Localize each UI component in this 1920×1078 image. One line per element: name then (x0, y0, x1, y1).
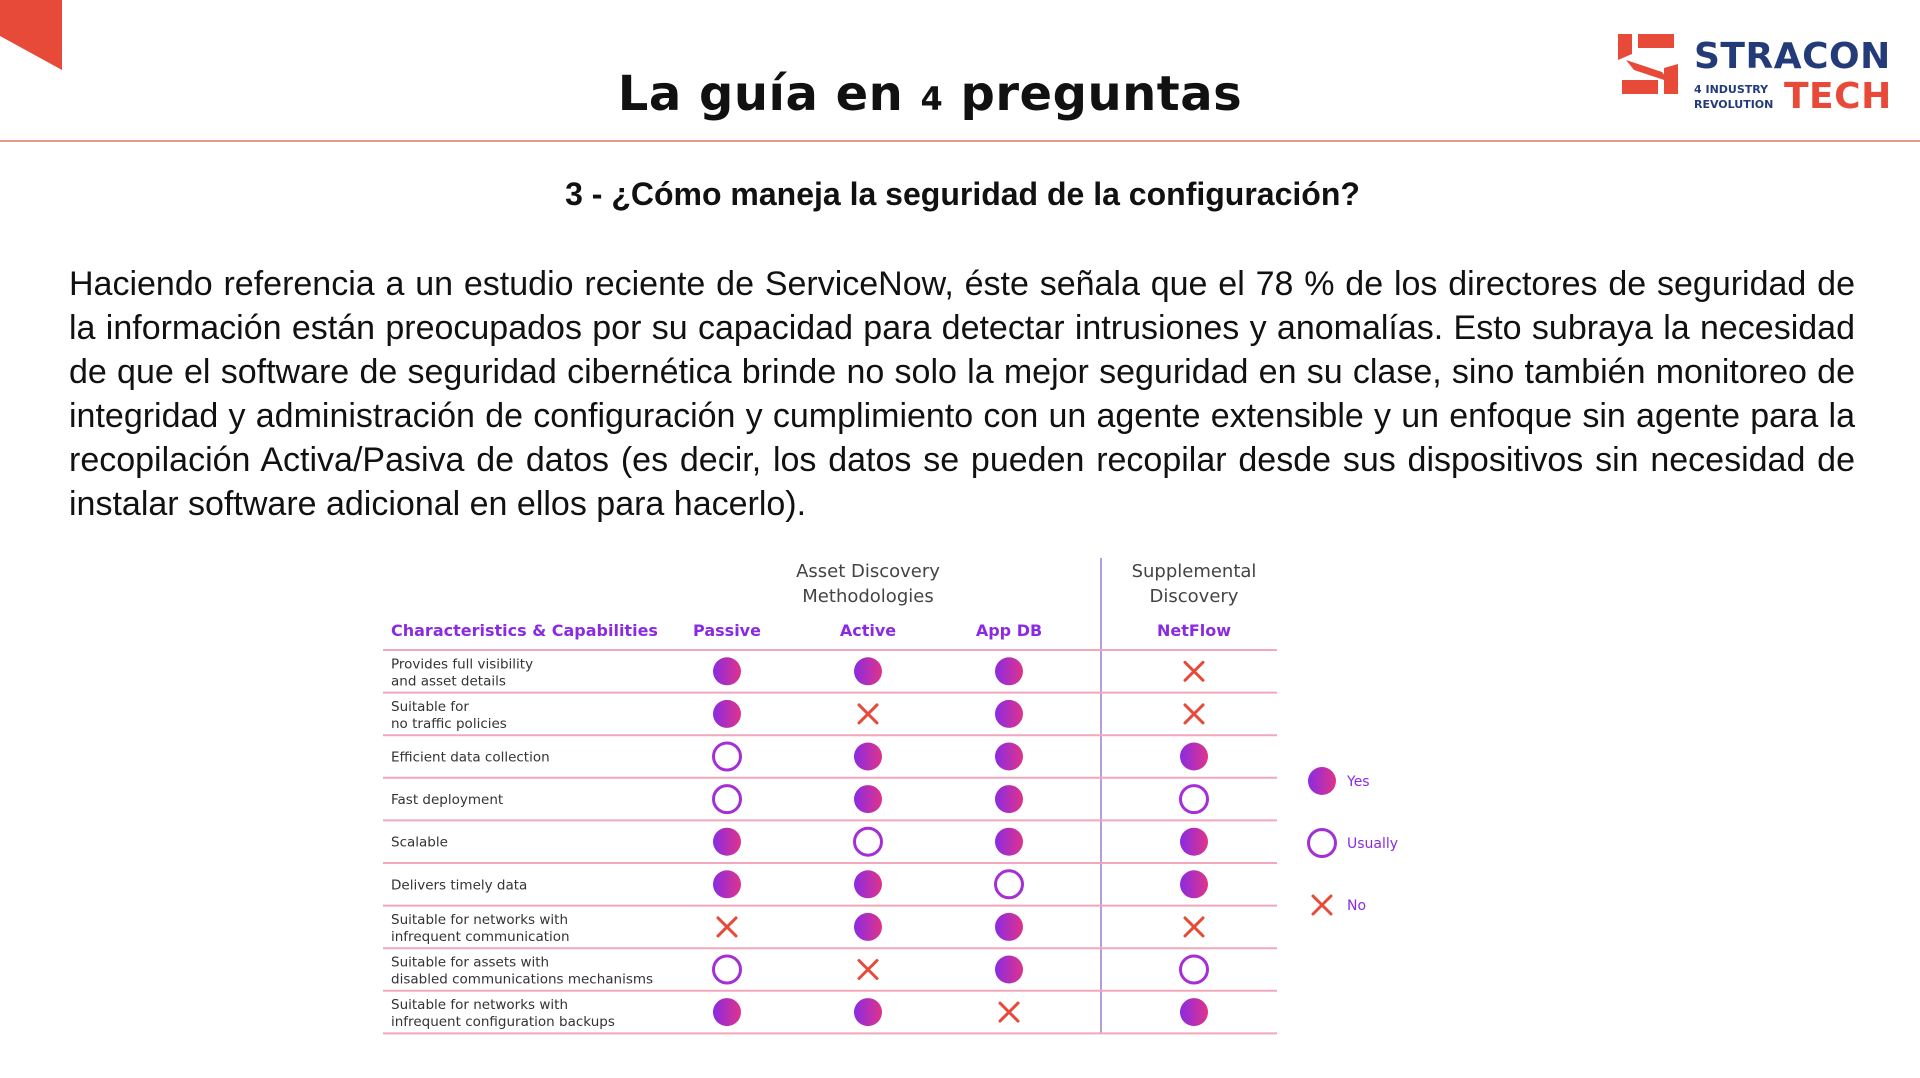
legend-label-yes: Yes (1347, 774, 1370, 790)
column-header-app-db: App DB (975, 621, 1043, 640)
no-cross-icon (1185, 662, 1203, 680)
logo-line-1: STRACON (1694, 36, 1891, 77)
usually-ring-icon (996, 871, 1023, 898)
yes-dot-icon (854, 785, 882, 813)
header-divider (0, 140, 1920, 142)
row-label: infrequent configuration backups (391, 1014, 615, 1031)
logo-line-2a: 4 INDUSTRY (1694, 83, 1769, 96)
row-label: Scalable (391, 834, 448, 851)
group-header-0-line-1: Methodologies (802, 586, 934, 607)
row-label: infrequent communication (391, 928, 570, 945)
row-label: and asset details (391, 673, 506, 690)
row-label: Efficient data collection (391, 749, 550, 766)
table-row (383, 699, 1277, 735)
usually-ring-icon (1181, 956, 1208, 983)
column-header-active: Active (839, 621, 897, 640)
yes-dot-icon (713, 998, 741, 1026)
yes-dot-icon (995, 657, 1023, 685)
row-label: Suitable for assets with (391, 954, 550, 971)
no-cross-icon (1313, 896, 1331, 914)
yes-dot-icon (854, 743, 882, 771)
row-label: Suitable for networks with (391, 911, 569, 928)
yes-dot-icon (713, 657, 741, 685)
asset-discovery-table (378, 550, 1418, 1040)
usually-ring-icon (855, 828, 882, 855)
title-number: 4 (920, 80, 944, 118)
yes-dot-icon (854, 913, 882, 941)
no-cross-icon (1000, 1003, 1018, 1021)
table-row (383, 828, 1277, 863)
logo-line-2b: REVOLUTION (1694, 98, 1774, 111)
yes-dot-icon (1180, 743, 1208, 771)
table-row (383, 785, 1277, 820)
no-cross-icon (859, 961, 877, 979)
column-header-netflow: NetFlow (1156, 621, 1232, 640)
row-label: Suitable for networks with (391, 997, 569, 1014)
yes-dot-icon (713, 700, 741, 728)
group-header-1-line-1: Discovery (1149, 586, 1239, 607)
title-pre: La guía en (617, 66, 921, 122)
row-label: Suitable for (391, 698, 469, 715)
yes-dot-icon (1180, 998, 1208, 1026)
group-header-1-line-0: Supplemental (1131, 561, 1257, 582)
no-cross-icon (1185, 918, 1203, 936)
column-header-passive: Passive (693, 621, 761, 640)
table-row (383, 870, 1277, 905)
table-row (383, 912, 1277, 948)
row-label: disabled communications mechanisms (391, 971, 654, 988)
no-cross-icon (1185, 705, 1203, 723)
yes-dot-icon (854, 657, 882, 685)
title-post: preguntas (943, 66, 1243, 122)
table-row (383, 955, 1277, 991)
yes-dot-icon (854, 870, 882, 898)
table-row (383, 997, 1277, 1033)
yes-dot-icon (995, 956, 1023, 984)
legend-label-usually: Usually (1347, 836, 1399, 852)
yes-dot-icon (995, 700, 1023, 728)
yes-dot-icon (1308, 767, 1336, 795)
group-header-0-line-0: Asset Discovery (796, 561, 940, 582)
logo-line-3: TECH (1784, 76, 1892, 117)
usually-ring-icon (714, 743, 741, 770)
no-cross-icon (718, 918, 736, 936)
row-label: no traffic policies (391, 715, 507, 732)
yes-dot-icon (995, 828, 1023, 856)
corner-decoration (0, 0, 62, 70)
row-label: Delivers timely data (391, 877, 528, 894)
usually-ring-icon (1181, 786, 1208, 813)
yes-dot-icon (713, 828, 741, 856)
usually-ring-icon (714, 956, 741, 983)
yes-dot-icon (1180, 828, 1208, 856)
yes-dot-icon (995, 743, 1023, 771)
table-row (383, 743, 1277, 778)
yes-dot-icon (995, 913, 1023, 941)
logo-mark-icon (1618, 34, 1678, 94)
usually-ring-icon (1309, 830, 1336, 857)
slide-title (0, 66, 1860, 122)
stracon-tech-logo (1616, 26, 1896, 122)
body-paragraph: Haciendo referencia a un estudio reciente de ServiceNow, éste señala que el 78 % de los directores de seguridad de la información están preocupados por su capacidad para detectar intrusiones y anomalías. Esto subraya la necesidad de que el software de seguridad cibernética brinde no solo la mejor seguridad en su clase, sino también monitoreo de integridad y administración de configuración y cumplimiento con un agente extensible y un enfoque sin agente para la recopilación Activa/Pasiva de datos (es decir, los datos se pueden recopilar desde sus dispositivos sin necesidad de instalar software adicional en ellos para hacerlo). (69, 265, 1855, 523)
no-cross-icon (859, 705, 877, 723)
legend (1308, 767, 1398, 914)
yes-dot-icon (1180, 870, 1208, 898)
usually-ring-icon (714, 786, 741, 813)
yes-dot-icon (713, 870, 741, 898)
yes-dot-icon (995, 785, 1023, 813)
row-label: Provides full visibility (391, 656, 534, 673)
legend-label-no: No (1347, 898, 1367, 914)
row-label: Fast deployment (391, 792, 504, 809)
yes-dot-icon (854, 998, 882, 1026)
question-subtitle: 3 - ¿Cómo maneja la seguridad de la configuración? (565, 176, 1360, 212)
table-row (383, 656, 1277, 692)
row-header-title: Characteristics & Capabilities (391, 621, 658, 640)
